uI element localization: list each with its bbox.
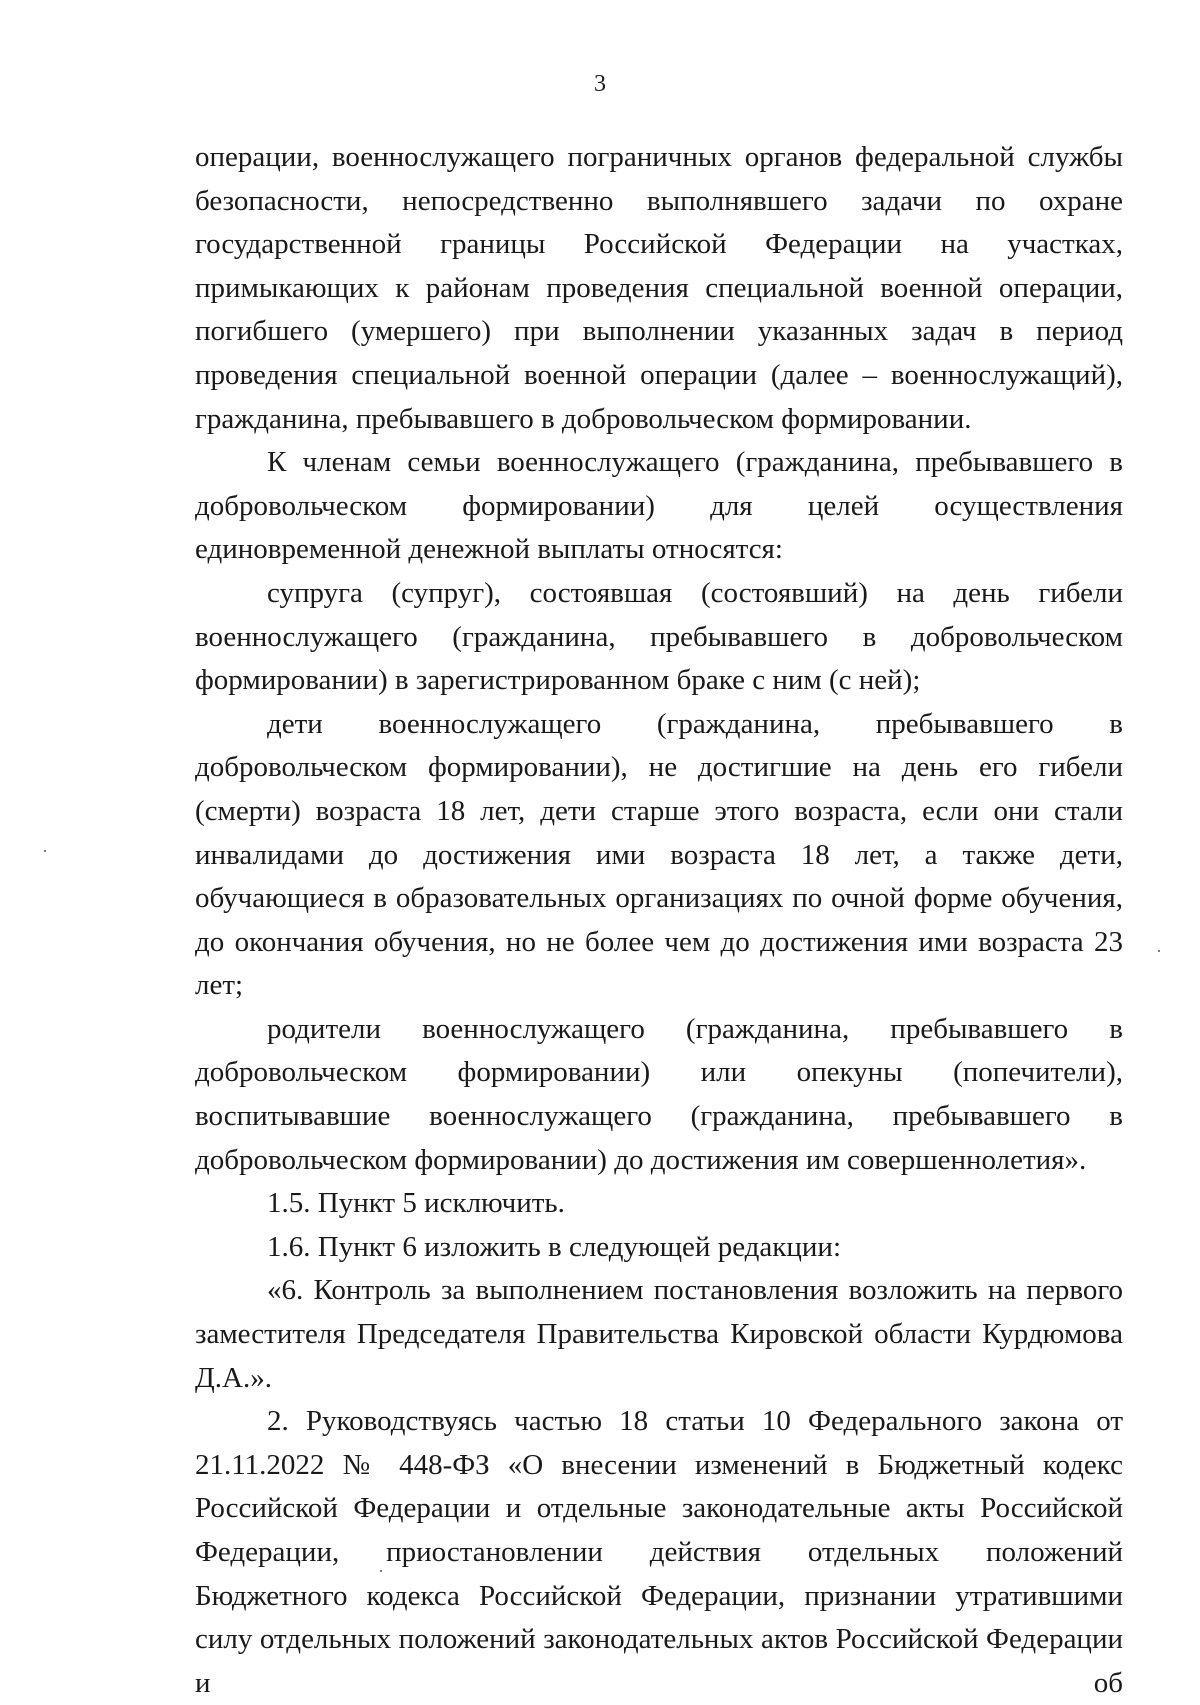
scan-speck [44,850,46,852]
scan-speck [380,1570,382,1572]
document-body [195,136,1123,1705]
paragraph-parents: родители военнослужащего (гражданина, пребывавшего в добровольческом формировании) или опекуны (попечители), воспитывавшие военнослужащего (гражданина, пребывавшего в добровольческом формировании) до достижения им совершеннолетия». [195,1012,1123,1176]
paragraph-item-2: 2. Руководствуясь частью 18 статьи 10 Федерального закона от 21.11.2022 № 448-ФЗ «О внесении изменений в Бюджетный кодекс Российской Федерации и отдельные законодательные акты Российской Федерации, приостановлении действия отдельных положений Бюджетного кодекса Российской Федерации, признании утратившими силу отдельных положений законодательных актов Российской Федерации и об [195,1405,1123,1699]
paragraph-spouse: супруга (супруг), состоявшая (состоявший) на день гибели военнослужащего (гражданина, пребывавшего в добровольческом формировании) в зарегистрированном браке с ним (с ней); [195,576,1123,697]
paragraph-children: дети военнослужащего (гражданина, пребывавшего в добровольческом формировании), не достигшие на день его гибели (смерти) возраста 18 лет, дети старше этого возраста, если они стали инвалидами до достижения ими возраста 18 лет, а также дети, обучающиеся в образовательных организациях по очной форме обучения, до окончания обучения, но не более чем до достижения ими возраста 23 лет; [195,707,1123,1002]
paragraph-continuation: операции, военнослужащего пограничных органов федеральной службы безопасности, непосредственно выполнявшего задачи по охране государственной границы Российской Федерации на участках, примыкающих к районам проведения специальной военной операции, погибшего (умершего) при выполнении указанных задач в период проведения специальной военной операции (далее – военнослужащий), гражданина, пребывавшего в добровольческом формировании. [195,141,1123,435]
scan-speck [1158,950,1160,952]
paragraph-item-1-5: 1.5. Пункт 5 исключить. [267,1187,565,1220]
page-number: 3 [594,71,606,97]
paragraph-control: «6. Контроль за выполнением постановления возложить на первого заместителя Председателя Правительства Кировской области Курдюмова Д.А.». [195,1274,1123,1394]
paragraph-item-1-6: 1.6. Пункт 6 изложить в следующей редакции: [267,1230,842,1263]
paragraph-family-members: К членам семьи военнослужащего (гражданина, пребывавшего в добровольческом формировании) для целей осуществления единовременной денежной выплаты относятся: [195,446,1123,566]
